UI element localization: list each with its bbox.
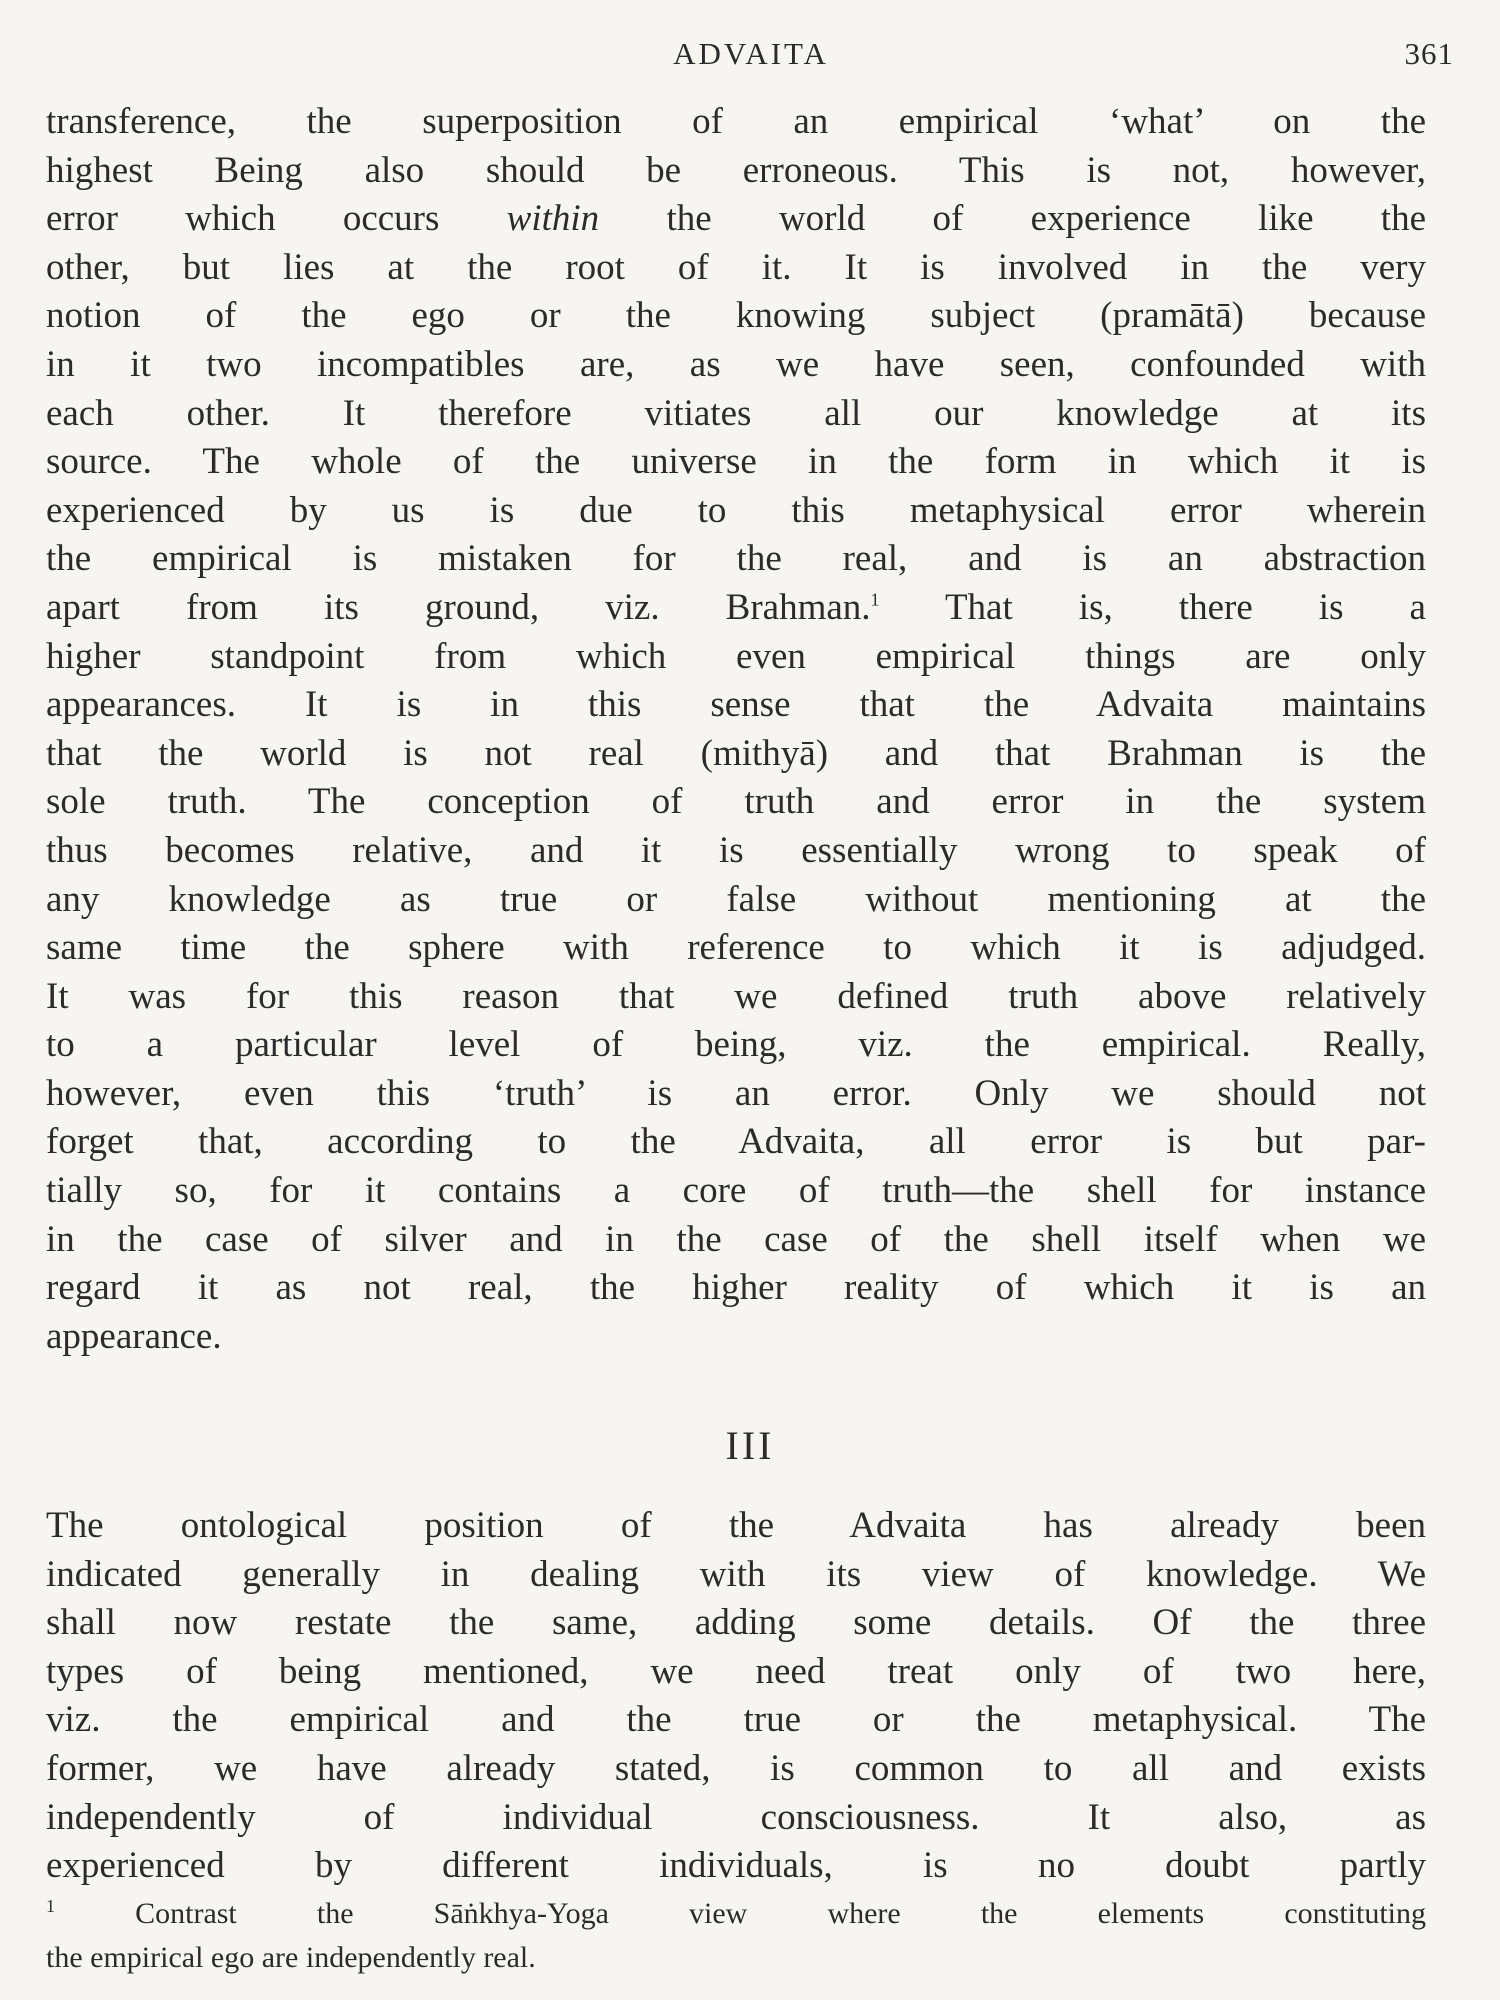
- text-segment: the world of experience like the: [599, 198, 1426, 240]
- paragraph-1: [46, 98, 1426, 1361]
- text-line: thus becomes relative, and it is essentially wrong to speak of: [46, 829, 1426, 871]
- emphasis-within: within: [506, 198, 600, 240]
- text-line: sole truth. The conception of truth and error in the system: [46, 781, 1426, 823]
- text-line: [46, 195, 1426, 244]
- text-line: that the world is not real (mithyā) and that Brahman is the: [46, 732, 1426, 774]
- text-line: types of being mentioned, we need treat only of two here,: [46, 1650, 1426, 1692]
- text-line: notion of the ego or the knowing subject (pramātā) because: [46, 295, 1426, 337]
- text-line: in the case of silver and in the case of the shell itself when we: [46, 1218, 1426, 1260]
- running-title: ADVAITA: [673, 36, 829, 71]
- text-line: transference, the superposition of an empirical ‘what’ on the: [46, 101, 1426, 142]
- text-line: same time the sphere with reference to which it is adjudged.: [46, 927, 1426, 969]
- text-line: source. The whole of the universe in the form in which it is: [46, 441, 1426, 483]
- footnote: [46, 1892, 1426, 1980]
- text-line: independently of individual consciousness. It also, as: [46, 1796, 1426, 1838]
- text-segment: Contrast the Sāṅkhya-Yoga view where the elements constituting: [55, 1897, 1426, 1930]
- text-line: experienced by us is due to this metaphysical error wherein: [46, 489, 1426, 531]
- footnote-line: the empirical ego are independently real.: [46, 1941, 536, 1974]
- text-segment: error which occurs: [46, 198, 507, 240]
- footnote-marker: 1: [46, 1896, 55, 1916]
- text-line: experienced by different individuals, is no doubt partly: [46, 1845, 1426, 1887]
- text-line: in it two incompatibles are, as we have seen, confounded with: [46, 343, 1426, 385]
- footnote-line: [46, 1892, 1426, 1936]
- text-line: appearances. It is in this sense that the Advaita maintains: [46, 684, 1426, 726]
- text-line: tially so, for it contains a core of truth—the shell for instance: [46, 1170, 1426, 1212]
- text-line: appearance.: [46, 1315, 222, 1357]
- footnote-reference: 1: [870, 589, 880, 610]
- text-line: indicated generally in dealing with its view of knowledge. We: [46, 1553, 1426, 1595]
- paragraph-2: [46, 1502, 1426, 1891]
- text-line: the empirical is mistaken for the real, and is an abstraction: [46, 538, 1426, 580]
- text-line: forget that, according to the Advaita, all error is but par-: [46, 1121, 1426, 1163]
- text-line: It was for this reason that we defined truth above relatively: [46, 975, 1426, 1017]
- text-line: regard it as not real, the higher reality of which it is an: [46, 1267, 1426, 1309]
- page-header: [48, 30, 1454, 70]
- text-line: each other. It therefore vitiates all our knowledge at its: [46, 392, 1426, 434]
- text-line: viz. the empirical and the true or the metaphysical. The: [46, 1699, 1426, 1741]
- text-line: [46, 584, 1426, 633]
- text-line: shall now restate the same, adding some details. Of the three: [46, 1602, 1426, 1644]
- text-line: The ontological position of the Advaita has already been: [46, 1505, 1426, 1546]
- page-number: 361: [1404, 36, 1454, 71]
- text-line: highest Being also should be erroneous. This is not, however,: [46, 149, 1426, 191]
- text-line: however, even this ‘truth’ is an error. Only we should not: [46, 1072, 1426, 1114]
- text-line: higher standpoint from which even empirical things are only: [46, 635, 1426, 677]
- text-line: any knowledge as true or false without mentioning at the: [46, 878, 1426, 920]
- text-line: other, but lies at the root of it. It is involved in the very: [46, 246, 1426, 288]
- text-line: former, we have already stated, is common to all and exists: [46, 1747, 1426, 1789]
- text-line: to a particular level of being, viz. the empirical. Really,: [46, 1024, 1426, 1066]
- section-heading: III: [725, 1423, 775, 1468]
- text-segment: apart from its ground, viz. Brahman.: [46, 586, 871, 628]
- text-segment: That is, there is a: [879, 586, 1426, 628]
